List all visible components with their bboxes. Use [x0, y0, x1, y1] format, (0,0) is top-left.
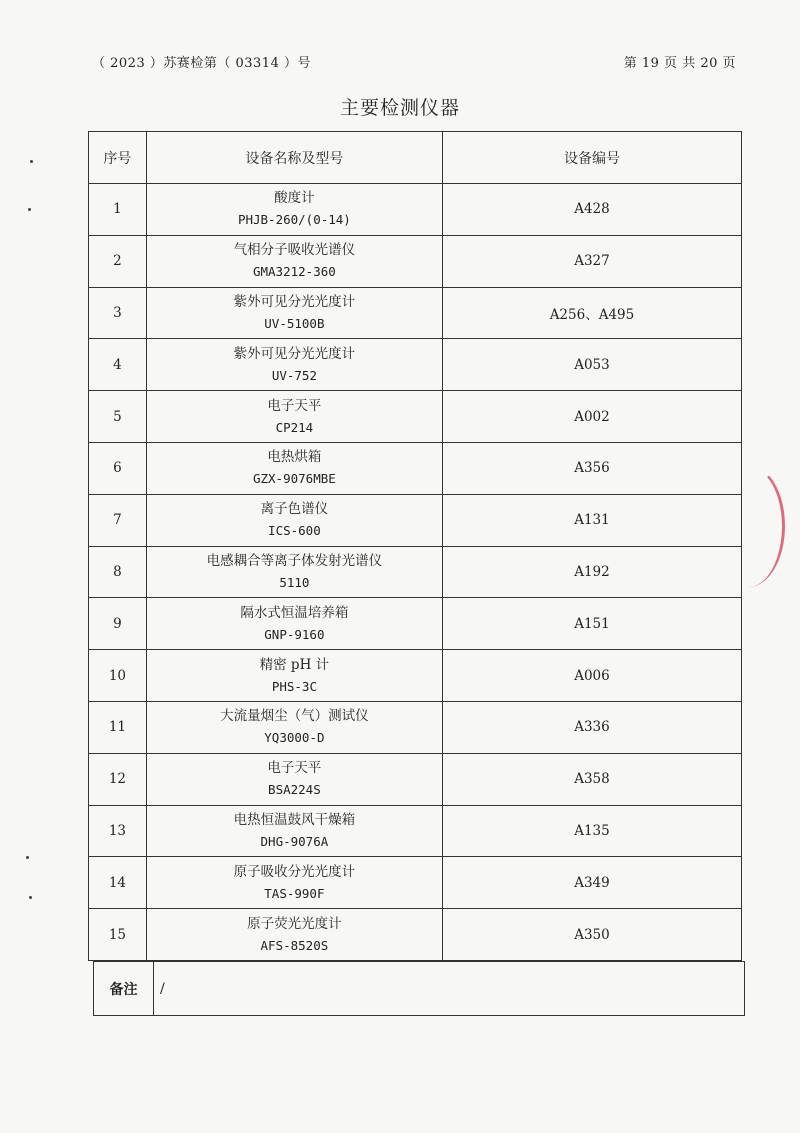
equipment-name-model-cell: [146, 701, 442, 753]
equipment-code-cell: A358: [442, 753, 741, 805]
equipment-name: 紫外可见分光光度计: [233, 293, 356, 310]
table-row: [89, 339, 742, 391]
remark-label: 备注: [94, 962, 154, 1016]
serial-number-cell: 7: [89, 494, 147, 546]
equipment-model: ICS-600: [268, 523, 321, 539]
equipment-code-cell: A327: [442, 235, 741, 287]
equipment-code-cell: A006: [442, 650, 741, 702]
serial-number-cell: 9: [89, 598, 147, 650]
column-header-code: 设备编号: [442, 132, 741, 184]
equipment-name: 隔水式恒温培养箱: [240, 604, 349, 621]
table-header-row: [89, 132, 742, 184]
equipment-name-model-cell: [146, 598, 442, 650]
equipment-model: AFS-8520S: [260, 937, 329, 953]
equipment-name-model-cell: [146, 442, 442, 494]
equipment-name-model-cell: [146, 494, 442, 546]
table-row: [89, 442, 742, 494]
equipment-model: PHS-3C: [271, 678, 317, 694]
scan-speck: [30, 160, 33, 163]
equipment-code-cell: A256、A495: [442, 287, 741, 339]
table-row: [89, 287, 742, 339]
scan-speck: [26, 856, 29, 859]
equipment-model: YQ3000-D: [264, 730, 325, 746]
remark-value: /: [154, 962, 745, 1016]
serial-number-cell: 2: [89, 235, 147, 287]
serial-number-cell: 1: [89, 184, 147, 236]
serial-number-cell: 10: [89, 650, 147, 702]
equipment-code-cell: A151: [442, 598, 741, 650]
serial-number-cell: 15: [89, 909, 147, 961]
serial-number-cell: 4: [89, 339, 147, 391]
equipment-code-cell: A002: [442, 391, 741, 443]
equipment-name-model-cell: [146, 650, 442, 702]
equipment-name-model-cell: [146, 546, 442, 598]
equipment-name: 大流量烟尘（气）测试仪: [220, 708, 369, 725]
remark-row: [94, 962, 745, 1016]
equipment-name: 离子色谱仪: [260, 501, 329, 518]
table-row: [89, 909, 742, 961]
table-row: [89, 701, 742, 753]
column-header-name-model: 设备名称及型号: [146, 132, 442, 184]
table-row: [89, 391, 742, 443]
remark-table: [93, 961, 745, 1016]
serial-number-cell: 11: [89, 701, 147, 753]
serial-number-cell: 8: [89, 546, 147, 598]
equipment-code-cell: A349: [442, 857, 741, 909]
table-row: [89, 857, 742, 909]
table-row: [89, 753, 742, 805]
equipment-model: BSA224S: [268, 782, 321, 798]
report-number: （ 2023 ）苏赛检第（ 03314 ）号: [92, 56, 311, 71]
serial-number-cell: 5: [89, 391, 147, 443]
table-row: [89, 546, 742, 598]
equipment-name: 电热烘箱: [267, 449, 322, 466]
serial-number-cell: 3: [89, 287, 147, 339]
equipment-name: 原子荧光光度计: [247, 915, 342, 932]
equipment-model: DHG-9076A: [260, 833, 329, 849]
equipment-code-cell: A356: [442, 442, 741, 494]
equipment-model: UV-752: [271, 367, 317, 383]
serial-number-cell: 6: [89, 442, 147, 494]
column-header-serial: 序号: [89, 132, 147, 184]
equipment-name: 电感耦合等离子体发射光谱仪: [206, 552, 383, 569]
equipment-name-model-cell: [146, 753, 442, 805]
table-row: [89, 184, 742, 236]
equipment-model: TAS-990F: [264, 885, 325, 901]
table-row: [89, 598, 742, 650]
equipment-name: 原子吸收分光光度计: [233, 863, 356, 880]
equipment-name-model-cell: [146, 909, 442, 961]
equipment-code-cell: A350: [442, 909, 741, 961]
equipment-model: GNP-9160: [264, 626, 325, 642]
scan-speck: [29, 896, 32, 899]
page-indicator: 第 19 页 共 20 页: [623, 56, 736, 71]
equipment-model: 5110: [279, 574, 310, 590]
equipment-name: 电子天平: [267, 760, 322, 777]
equipment-model: GMA3212-360: [252, 264, 336, 280]
equipment-name: 精密 pH 计: [259, 656, 330, 673]
equipment-code-cell: A135: [442, 805, 741, 857]
equipment-name: 电子天平: [267, 397, 322, 414]
equipment-name: 紫外可见分光光度计: [233, 345, 356, 362]
equipment-code-cell: A428: [442, 184, 741, 236]
equipment-code-cell: A053: [442, 339, 741, 391]
equipment-model: CP214: [275, 419, 314, 435]
table-row: [89, 650, 742, 702]
table-row: [89, 805, 742, 857]
serial-number-cell: 13: [89, 805, 147, 857]
equipment-model: UV-5100B: [264, 315, 325, 331]
equipment-name: 电热恒温鼓风干燥箱: [233, 811, 356, 828]
serial-number-cell: 14: [89, 857, 147, 909]
table-row: [89, 494, 742, 546]
equipment-name-model-cell: [146, 857, 442, 909]
equipment-name-model-cell: [146, 391, 442, 443]
equipment-name-model-cell: [146, 805, 442, 857]
instrument-table: [88, 131, 742, 961]
equipment-model: GZX-9076MBE: [252, 471, 336, 487]
equipment-code-cell: A336: [442, 701, 741, 753]
page-title: 主要检测仪器: [339, 97, 460, 119]
equipment-code-cell: A131: [442, 494, 741, 546]
equipment-code-cell: A192: [442, 546, 741, 598]
equipment-name-model-cell: [146, 184, 442, 236]
table-row: [89, 235, 742, 287]
equipment-name: 酸度计: [274, 190, 315, 207]
equipment-name-model-cell: [146, 235, 442, 287]
serial-number-cell: 12: [89, 753, 147, 805]
equipment-name: 气相分子吸收光谱仪: [233, 242, 356, 259]
equipment-model: PHJB-260/(0-14): [237, 212, 351, 228]
equipment-name-model-cell: [146, 339, 442, 391]
scan-speck: [28, 208, 31, 211]
equipment-name-model-cell: [146, 287, 442, 339]
